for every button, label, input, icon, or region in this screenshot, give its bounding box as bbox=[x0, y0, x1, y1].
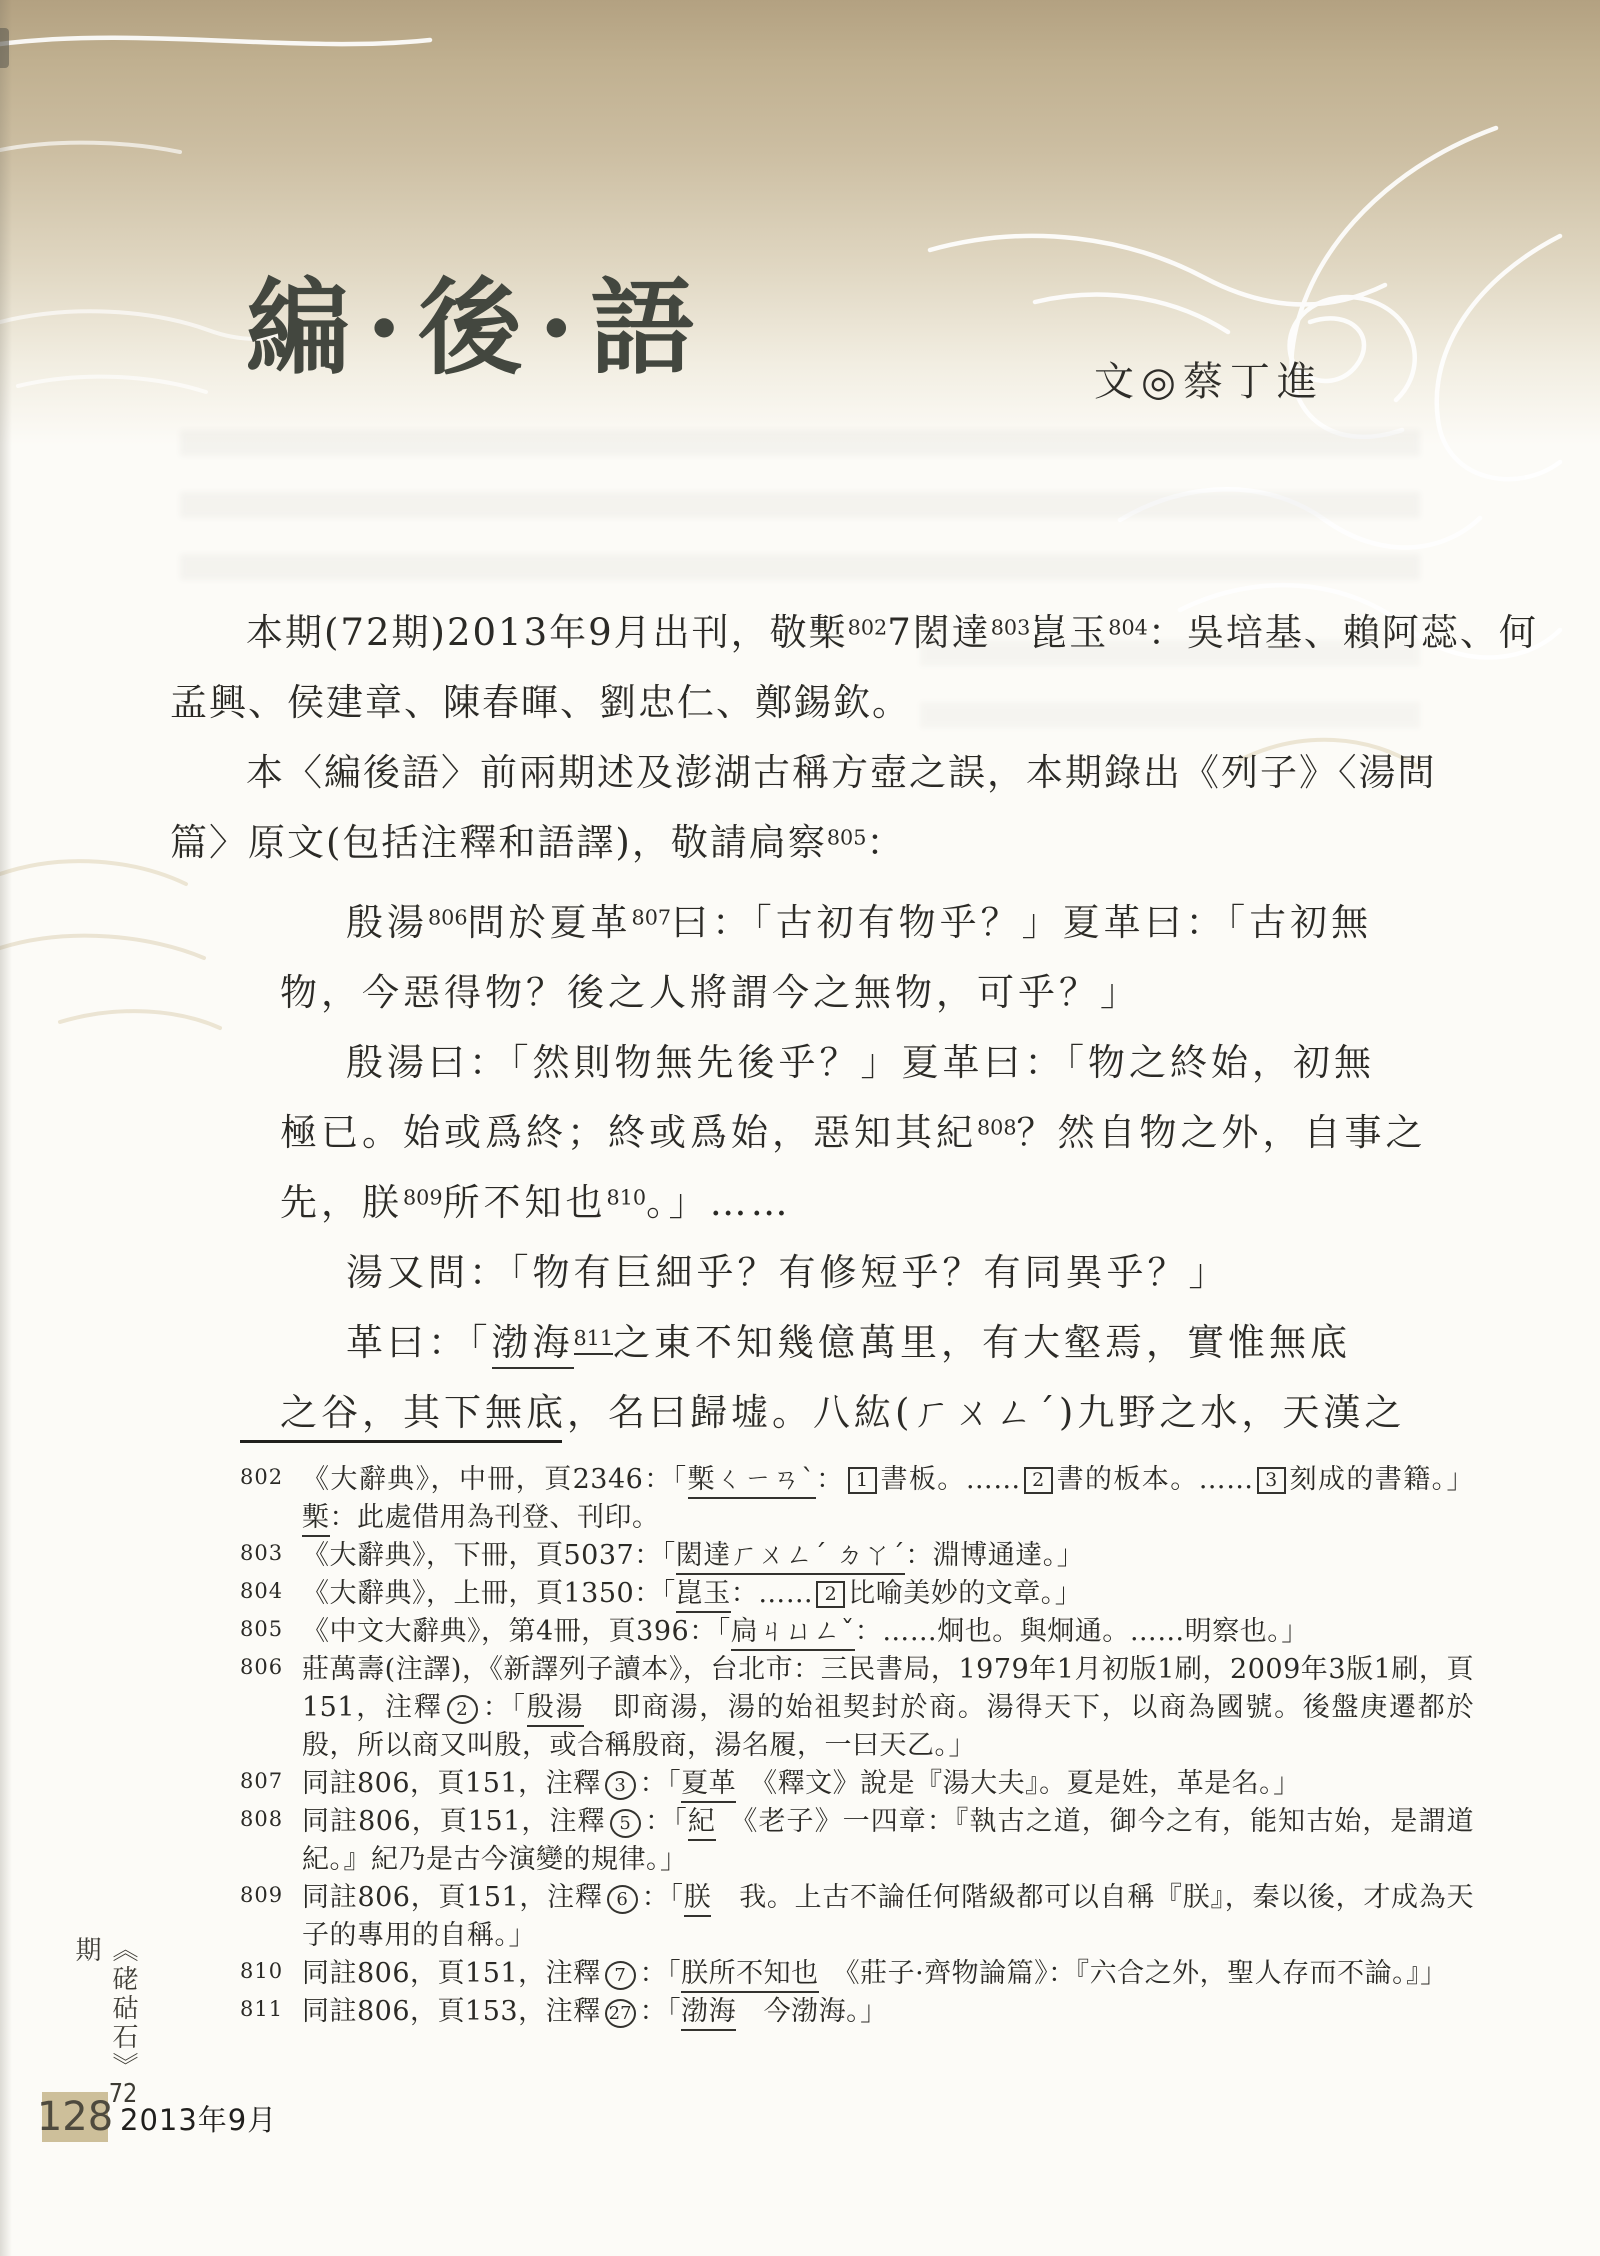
body-line: 本期(72期)2013年9月出刊，敬槧$^{802}$7閎達$^{803}$崑玉$^{804}$：吳培基、賴阿蕊、何 bbox=[246, 611, 1538, 654]
footnote-number: 811 bbox=[240, 1997, 284, 2021]
body-line: 孟興、侯建章、陳春暉、劉忠仁、鄭錫欽。 bbox=[170, 681, 911, 724]
footnote bbox=[240, 1613, 1474, 1651]
issue-number: 72 bbox=[108, 2081, 138, 2107]
footnote-text: 同註806，頁151，注釋 5 ：「紀 《老子》一四章：『執古之道，御今之有，能知古始，是謂道紀。』紀乃是古今演變的規律。」 bbox=[302, 1806, 1475, 1875]
footnote-text: 莊萬壽(注譯)，《新譯列子讀本》，台北市：三民書局，1979年1月初版1刷，2009年3版1刷，頁151，注釋 2 ：「殷湯 即商湯，湯的始祖契封於商。湯得天下，以商為國號。後盤庚遷都於殷，所以商又叫殷，或合稱殷商，湯名履，一曰天乙。」 bbox=[302, 1654, 1475, 1761]
footnote bbox=[240, 1537, 1474, 1575]
article-title: 編·後·語 bbox=[246, 266, 711, 389]
footnote-number: 808 bbox=[240, 1807, 284, 1831]
journal-title-vertical bbox=[68, 1936, 142, 2116]
article-body bbox=[170, 598, 1538, 878]
journal-title: 《硓𥑮石》 bbox=[108, 1936, 138, 2081]
footnote-text: 同註806，頁151，注釋 7 ：「朕所不知也 《莊子·齊物論篇》：『六合之外，聖人存而不論。』」 bbox=[302, 1955, 1474, 1993]
quote-line: 湯又問：「物有巨細乎？有修短乎？有同異乎？」 bbox=[346, 1251, 1230, 1294]
footnote-number: 802 bbox=[240, 1465, 284, 1489]
quote-line: 殷湯曰：「然則物無先後乎？」夏革曰：「物之終始，初無 bbox=[346, 1041, 1375, 1084]
page-number: 128 bbox=[36, 2094, 114, 2140]
footnote-text: 《大辭典》，中冊，頁2346：「槧ㄑㄧㄢˋ： 1 書板。…… 2 書的板本。…… 3 刻成的書籍。」槧：此處借用為刊登、刊印。 bbox=[302, 1461, 1474, 1537]
footnote bbox=[240, 1803, 1474, 1879]
footnote-number: 805 bbox=[240, 1617, 284, 1641]
footnote bbox=[240, 1879, 1474, 1955]
footnote bbox=[240, 1955, 1474, 1993]
quote-line: 革曰：「渤海$^{811}$之東不知幾億萬里，有大壑焉，實惟無底 bbox=[280, 1308, 1470, 1378]
footnote bbox=[240, 1993, 1474, 2031]
footnote bbox=[240, 1575, 1474, 1613]
quote-line: 極已。始或爲終；終或爲始，惡知其紀$^{808}$？然自物之外，自事之 bbox=[280, 1111, 1427, 1154]
page-bleedthrough-artifact bbox=[180, 430, 1420, 590]
footnote-number: 809 bbox=[240, 1883, 284, 1907]
issue-date: 2013年9月 bbox=[120, 2103, 278, 2137]
footnote-number: 807 bbox=[240, 1769, 284, 1793]
issue-unit: 期 bbox=[71, 1936, 101, 1965]
page-edge-shadow bbox=[0, 0, 12, 2256]
footnote-text: 《大辭典》，下冊，頁5037：「閎達ㄏㄨㄥˊ ㄉㄚˊ：淵博通達。」 bbox=[302, 1537, 1474, 1575]
footnote-text: 同註806，頁151，注釋 3 ：「夏革 《釋文》說是『湯大夫』。夏是姓，革是名。」 bbox=[302, 1765, 1474, 1803]
page-number-highlight bbox=[36, 2092, 114, 2142]
footnote bbox=[240, 1461, 1474, 1537]
footnote-number: 810 bbox=[240, 1959, 284, 1983]
footnote-number: 804 bbox=[240, 1579, 284, 1603]
quote-line: 殷湯$^{806}$問於夏革$^{807}$曰：「古初有物乎？」夏革曰：「古初無 bbox=[346, 901, 1373, 944]
quote-line: 之谷，其下無底，名曰歸墟。八紘(ㄏㄨㄥˊ)九野之水，天漢之 bbox=[280, 1391, 1406, 1434]
footnote-text: 同註806，頁151，注釋 6 ：「朕 我。上古不論任何階級都可以自稱『朕』，秦以後，才成為天子的專用的自稱。」 bbox=[302, 1882, 1475, 1951]
body-line: 本〈編後語〉前兩期述及澎湖古稱方壺之誤，本期錄出《列子》〈湯問 bbox=[246, 751, 1437, 794]
footnote-text: 《中文大辭典》，第4冊，頁396：「扃ㄐㄩㄥˇ：……炯也。與炯通。……明察也。」 bbox=[302, 1613, 1474, 1651]
quote-line: 先，朕$^{809}$所不知也$^{810}$。」…… bbox=[280, 1181, 792, 1224]
footnote-text: 同註806，頁153，注釋 27 ：「渤海 今渤海。」 bbox=[302, 1993, 1474, 2031]
footnote-separator bbox=[240, 1440, 562, 1443]
header-background bbox=[0, 0, 1600, 445]
quote-line: 物，今惡得物？後之人將謂今之無物，可乎？」 bbox=[280, 971, 1141, 1014]
footnote-number: 806 bbox=[240, 1655, 284, 1679]
footnotes-section bbox=[240, 1440, 1474, 2031]
body-line: 篇〉原文(包括注釋和語譯)，敬請扃察$^{805}$： bbox=[170, 821, 906, 864]
page-edge-mark bbox=[0, 28, 9, 68]
liezi-quote-block bbox=[280, 888, 1470, 1448]
author-credit: 文◎蔡丁進 bbox=[1094, 359, 1324, 405]
footnote-number: 803 bbox=[240, 1541, 284, 1565]
footnote bbox=[240, 1651, 1474, 1765]
footnote bbox=[240, 1765, 1474, 1803]
footnote-text: 《大辭典》，上冊，頁1350：「崑玉：…… 2 比喻美妙的文章。」 bbox=[302, 1575, 1474, 1613]
